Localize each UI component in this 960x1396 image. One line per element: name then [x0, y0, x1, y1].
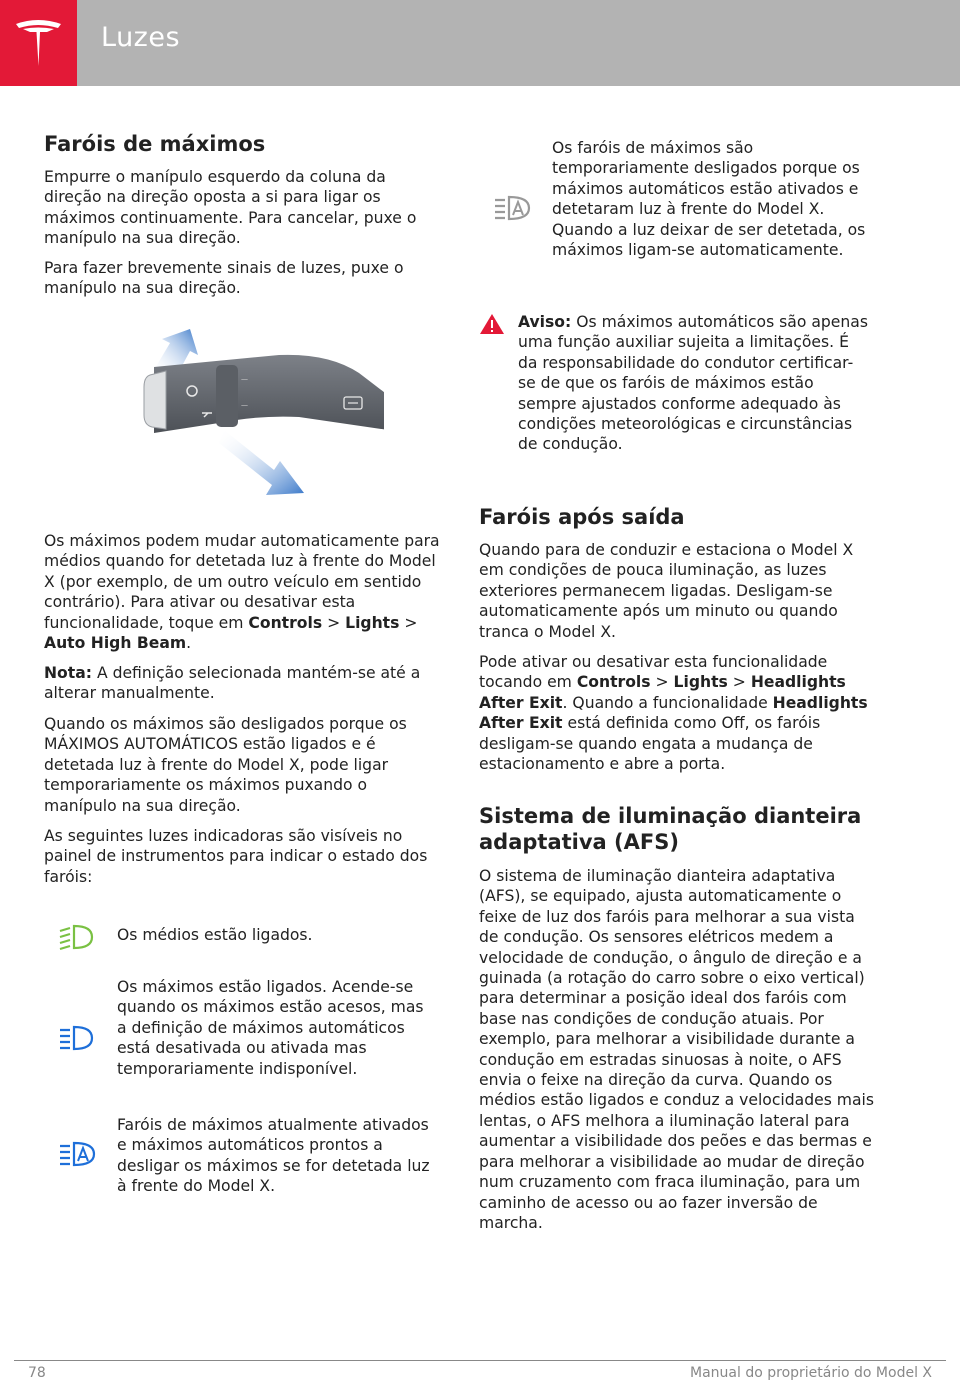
manual-title: Manual do proprietário do Model X: [690, 1365, 932, 1381]
warning-icon: [479, 313, 505, 335]
warning-text: [518, 312, 870, 455]
indicator-row: [44, 1114, 440, 1204]
paragraph: O sistema de iluminação dianteira adaptativa (AFS), se equipado, ajusta automaticamente o feixe de luz dos faróis para melhorar a sua vista de condução. Os sensores elétricos medem a velocidade de condução, o ângulo de direção e a guinada (a rotação do carro sobre o eixo vertical) para determinar a posição ideal dos faróis com base nas condições de condução atuais. Por exemplo, para melhorar a visibilidade durante a condução em estradas sinuosas à noite, o AFS envia o feixe na direção da curva. Quando os médios estão ligados e conduz a velocidades mais lentas, o AFS melhora a iluminação lateral para aumentar a visibilidade dos peões e das bermas e para melhorar a visibilidade ao mudar de direção num cruzamento com fraca iluminação, para um caminho de acesso ou ao fazer inversão de marcha.: [479, 867, 874, 1232]
menu-path-lights: Lights: [673, 673, 728, 692]
indicator-description: Faróis de máximos atualmente ativados e máximos automáticos prontos a desligar os máximos se for detetada luz à frente do Model X.: [117, 1116, 430, 1196]
paragraph: Empurre o manípulo esquerdo da coluna da direção na direção oposta a si para ligar os máximos continuamente. Para cancelar, puxe o manípulo na sua direção.: [44, 168, 417, 248]
auto-high-beam-on-icon: [58, 1139, 98, 1169]
warning-box: [479, 312, 874, 482]
svg-text:—: —: [241, 401, 248, 409]
separator: >: [322, 613, 346, 632]
page-header: [0, 0, 960, 86]
section-title-high-beam: Faróis de máximos: [44, 132, 266, 156]
menu-path-controls: Controls: [248, 613, 323, 632]
auto-high-beam-standby-icon: [493, 193, 533, 223]
paragraph: Quando os máximos são desligados porque os MÁXIMOS AUTOMÁTICOS estão ligados e é detetada luz à frente do Model X, pode ligar temporariamente os máximos puxando o manípulo na sua direção.: [44, 715, 407, 815]
page-title: Luzes: [101, 22, 181, 53]
text: está definida como Off, os faróis desligam-se quando engata a mudança de estacionamento e abre a porta.: [479, 714, 821, 774]
page-number: 78: [28, 1365, 46, 1381]
indicator-description: Os médios estão ligados.: [117, 926, 313, 944]
paragraph-auto-high-beam: [44, 531, 440, 653]
menu-path-auto-high-beam: Auto High Beam: [44, 634, 187, 653]
menu-path-headlights-after-exit: Headlights After Exit: [479, 673, 846, 712]
text: .: [186, 634, 192, 653]
separator: >: [727, 673, 751, 692]
separator: >: [650, 673, 674, 692]
paragraph: As seguintes luzes indicadoras são visíveis no painel de instrumentos para indicar o estado dos faróis:: [44, 827, 428, 886]
paragraph: Quando para de conduzir e estaciona o Model X em condições de pouca iluminação, as luzes exteriores permanecem ligadas. Desligam-se automaticamente após um minuto ou quando tranca o Model X.: [479, 541, 854, 641]
menu-path-controls: Controls: [576, 673, 651, 692]
high-beam-icon: [58, 1023, 96, 1053]
footer-divider: [14, 1360, 946, 1361]
svg-text:—: —: [241, 375, 248, 383]
tesla-logo-icon: [14, 18, 63, 68]
text: Pode ativar ou desativar esta funcionalidade tocando em: [479, 653, 828, 692]
text: Os máximos podem mudar automaticamente para médios quando for detetada luz à frente do Model X (por exemplo, de um outro veículo em sentido contrário). Para ativar ou desativar esta funcionalidade, toque em: [44, 532, 440, 632]
text: . Quando a funcionalidade: [562, 693, 773, 712]
warning-label: Aviso:: [518, 313, 572, 331]
indicator-description: Os máximos estão ligados. Acende-se quando os máximos estão acesos, mas a definição de máximos automáticos está desativada ou ativada mas temporariamente indisponível.: [117, 978, 424, 1078]
stalk-illustration: [104, 325, 384, 500]
indicator-row: [44, 918, 440, 958]
setting-name: Headlights After Exit: [479, 693, 868, 733]
section-title-afs: Sistema de iluminação dianteira adaptativa (AFS): [479, 804, 862, 854]
section-title-headlights-after-exit: Faróis após saída: [479, 505, 685, 529]
indicator-description: Os faróis de máximos são temporariamente desligados porque os máximos automáticos estão ativados e detetaram luz à frente do Model X. Quando a luz deixar de ser detetada, os máximos ligam-se automaticamente.: [552, 139, 866, 260]
note: [44, 663, 440, 704]
menu-path-lights: Lights: [345, 613, 400, 632]
paragraph: Para fazer brevemente sinais de luzes, puxe o manípulo na sua direção.: [44, 259, 404, 298]
separator: >: [399, 613, 418, 632]
indicator-row: [44, 976, 440, 1106]
brand-logo-box: [0, 0, 77, 86]
low-beam-icon: [58, 922, 96, 952]
note-label: Nota:: [44, 664, 92, 682]
indicator-row: [479, 138, 874, 283]
note-text: A definição selecionada mantém-se até a alterar manualmente.: [44, 664, 421, 703]
text: Os máximos automáticos são apenas uma função auxiliar sujeita a limitações. É da responsabilidade do condutor certificar-se de que os faróis de máximos estão sempre ajustados conforme adequado às condições meteorológicas e circunstâncias de condução.: [518, 313, 868, 454]
paragraph-headlights-after-exit: [479, 652, 874, 774]
